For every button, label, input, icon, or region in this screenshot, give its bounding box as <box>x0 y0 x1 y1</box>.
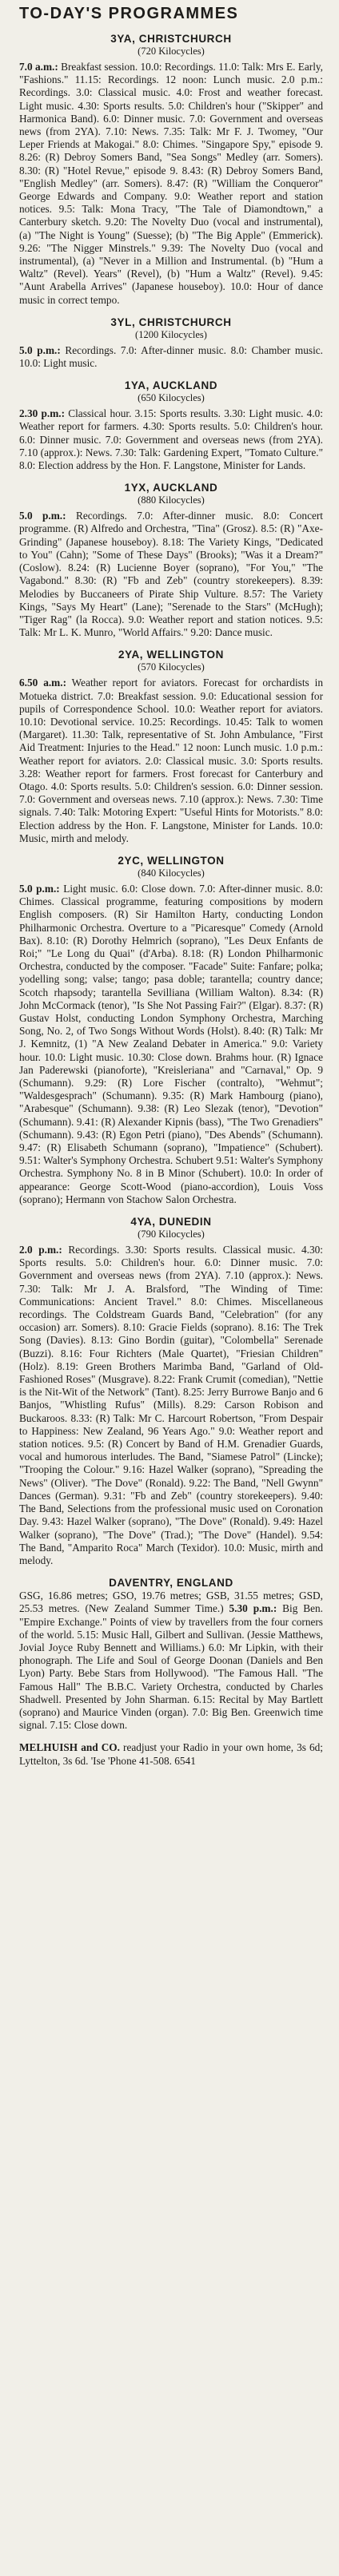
station-frequency: (720 Kilocycles) <box>138 46 205 57</box>
station-name: DAVENTRY, ENGLAND <box>109 1577 233 1590</box>
page-title: TO-DAY'S PROGRAMMES <box>19 5 239 22</box>
start-time: 2.30 p.m.: <box>19 407 66 420</box>
station-name: 3YA, CHRISTCHURCH <box>110 33 232 45</box>
station-name: 2YC, WELLINGTON <box>118 854 225 867</box>
advertisement-text: readjust your Radio in your own home, 3s 6d; Lyttelton, 3s 6d. 'Ise 'Phone 41-508. 6541 <box>19 1741 323 1767</box>
station-frequency: (880 Kilocycles) <box>138 494 205 506</box>
station-name: 2YA, WELLINGTON <box>118 649 225 661</box>
station-frequency: (840 Kilocycles) <box>138 867 205 879</box>
station-frequency: (1200 Kilocycles) <box>135 328 207 340</box>
station-frequency: (790 Kilocycles) <box>138 1228 205 1240</box>
station-frequency: (570 Kilocycles) <box>138 661 205 673</box>
start-time: 2.0 p.m.: <box>19 1244 62 1256</box>
start-time: 5.0 p.m.: <box>19 510 66 522</box>
station-name: 4YA, DUNEDIN <box>130 1216 212 1228</box>
programme-text: Big Ben. "Empire Exchange." Points of view by travellers from the four corners of the world. 5.15: Music Hall, Gilbert and Sullivan. (Jessie Matthews, Jovial Joyce Ruby Bennett and Williams.) 6.0: Mr Lipkin, with their phonograph. The Life and Soul of George Doonan (Daniels and Ben Lyon) Party. Bebe Stars from Hollywood). "The Famous Hall. "The Famous Hall" The B.B.C. Variety Orchestra, conducted by Charles Shadwell. Presented by John Sharman. 6.15: Recital by May Bartlett (soprano) and Maurice Vinden (organ). 7.0: Big Ben. Greenwich time signal. 7.15: Close down. <box>19 1602 323 1732</box>
station-section <box>19 649 323 845</box>
start-time: 5.0 p.m.: <box>19 882 60 895</box>
programme-listing <box>19 1244 323 1567</box>
station-name: 3YL, CHRISTCHURCH <box>110 316 232 328</box>
programme-listing <box>19 61 323 307</box>
station-section <box>19 1577 323 1732</box>
programme-text: Recordings. 7.0: After-dinner music. 8.0: Concert programme. (R) Alfredo and Orchestra, "Tina" (Grosz). 8.5: (R) "Axe-Grinding" (Japanese houseboy). 8.18: The Variety Kings, "Dedicated to You" (Cahn); "Some of These Days" (Brooks); "Was it a Dream?" (Coslow). 8.24: (R) Lucienne Boyer (soprano), "For You," "The Vagabond." 8.30: (R) "Fb and Zeb" (country storekeepers). 8.39: Melodies by Buccaneers of Pirate Ship Vulture. 8.57: The Variety Kings, "Says My Heart" (Lane); "Serenade to the Stars" (McHugh); "Tiger Rag" (la Rocca). 9.0: Weather report and station notices. 9.5: Talk: Mr L. K. Munro, "World Affairs." 9.20: Dance music. <box>19 510 324 639</box>
station-section <box>19 379 323 472</box>
start-time: 6.50 a.m.: <box>19 677 66 689</box>
programme-listing <box>19 407 323 472</box>
programme-text: Recordings. 3.30: Sports results. Classical music. 4.30: Sports results. 5.0: Children's hour. 6.0: Dinner music. 7.0: Government and overseas news (from 2YA). 7.10 (approx.): News. 7.30: Talk: Mr J. A. Bralsford, "The Winding of Time: Communications: Ancient Travel." 8.0: Chimes. Miscellaneous recordings. The Coldstream Guards Band, "Celebration" (for any occasion) arr. Somers). 8.10: Gracie Fields (soprano). 8.16: The Trek Song (Davies). 8.13: Gino Bordin (guitar), "Colombella" Serenade (Buzzi). 8.16: Four Richters (Male Quartet), "Friesian Children" (Holz). 8.19: Green Brothers Marimba Band, "Garland of Old-Fashioned Roses" (Musgrave). 8.22: Frank Crumit (comedian), "Nettie is the Nit-Wit of the Network" (Tant). 8.25: Jerry Burrowe Banjo and 6 Banjos, "Whistling Rufus" (Mills). 8.29: Carson Robison and Buckaroos. 8.33: (R) Talk: Mr C. Harcourt Robertson, "From Despair to Happiness: New Zealand, 96 Years Ago." 9.0: Weather report and station notices. 9.5: (R) Concert by Band of H.M. Grenadier Guards, vocal and humorous interludes. The Band, "Siamese Patrol" (Lincke); "Trooping the Colour." 9.16: Hazel Walker (soprano), "Spreading the News" (Oliver). "The Dove" (Ronald). 9.22: The Band, "Nell Gwynn" Dances (German). 9.31: "Fb and Zeb" (country storekeepers). 9.40: The Band, Selections from the professional music used on Coronation Day. 9.43: Hazel Walker (soprano), "The Dove" (Ronald). 9.49: Hazel Walker (soprano), "The Dove" (Trad.); "The Dove" (Handel). 9.54: The Band, "Amparito Roca" March (Texidor). 10.0: Music, mirth and melody. <box>19 1244 323 1566</box>
programme-listing <box>19 510 323 639</box>
station-name: 1YX, AUCKLAND <box>124 482 218 494</box>
advertisement <box>19 1741 323 1767</box>
programme-listing <box>19 677 323 845</box>
programme-text: Recordings. 7.0: After-dinner music. 8.0: Chamber music. 10.0: Light music. <box>19 343 323 370</box>
start-time: 5.0 p.m.: <box>19 343 61 356</box>
start-time: 5.30 p.m.: <box>229 1602 277 1615</box>
station-frequency: (650 Kilocycles) <box>138 392 205 404</box>
programme-text: Classical hour. 3.15: Sports results. 3.30: Light music. 4.0: Weather report for farmers. 4.30: Sports results. 5.0: Children's hour. 6.0: Dinner music. 7.0: Government and overseas news (from 2YA). 7.10 (approx.): News. 7.30: Talk: Gardening Expert, "Tomato Culture." 8.0: Election address by the Hon. F. Langstone, Minister for Lands. <box>19 407 323 472</box>
programme-text: Light music. 6.0: Close down. 7.0: After-dinner music. 8.0: Chimes. Classical programme, featuring compositions by modern English composers. (R) Sir Hamilton Harty, conducting London Philharmonic Orchestra. Overture to a "Picaresque" Comedy (Arnold Bax). 8.10: (R) Dorothy Helmrich (soprano), "Les Deux Enfants de Roi;" "Le Long du Quai" (d'Arba). 8.18: (R) London Philharmonic Orchestra, conducted by the composer. "Facade" Suite: Fanfare; polka; yodelling song; valse; tango; pasa doble; tarantella; country dance; Scotch rhapsody; tarantella Sevilliana (William Walton). 8.34: (R) John McCormack (tenor), "Is She Not Passing Fair?" (Elgar). 8.37: (R) Gustav Holst, conducting London Symphony Orchestra, Marching Song, No. 2, of Two Songs Without Words (Holst). 8.40: (R) Talk: Mr J. Kemnitz, (1) "A New Zealand Debater in America." 9.0: Variety hour. 10.0: Light music. 10.30: Close down. Brahms hour. (R) Ignace Jan Paderewski (pianoforte), "Kreisleriana" and "Carnaval," Op. 9 (Schumann). 9.29: (R) Lore Fischer (contralto), "Wehmut"; "Waldesgesprach" (Schumann). 9.35: (R) Mark Hambourg (piano), "Arabesque" (Schumann). 9.38: (R) Leo Slezak (tenor), "Devotion" (Schumann). 9.41: (R) Alexander Kipnis (bass), "The Two Grenadiers" (Schumann). 9.43: (R) Egon Petri (piano), "Des Abends" (Schumann). 9.47: (R) Elisabeth Schumann (soprano), "Impatience" (Schubert). 9.51: Walter's Symphony Orchestra. Schubert 9.51: Walter's Symphony Orchestra. Symphony No. 8 in B Minor (Schubert). 10.0: In order of appearance: George Scott-Wood (piano-accordion), Louis Voss (soprano); Hermann von Stachow Salon Orchestra. <box>19 882 323 1205</box>
programme-text: GSG, 16.86 metres; GSO, 19.76 metres; GSB, 31.55 metres; GSD, 25.53 metres. (New Zealand Summer Time.) <box>19 1590 323 1615</box>
programme-listing <box>19 344 323 370</box>
station-section <box>19 855 323 1206</box>
station-name: 1YA, AUCKLAND <box>124 379 218 392</box>
station-list <box>19 33 323 1732</box>
station-section <box>19 33 323 307</box>
station-section <box>19 482 323 639</box>
station-section <box>19 316 323 370</box>
advertiser-name: MELHUISH and CO. <box>19 1741 120 1754</box>
start-time: 7.0 a.m.: <box>19 61 58 73</box>
station-section <box>19 1216 323 1567</box>
programme-listing <box>19 1590 323 1732</box>
programme-text: Breakfast session. 10.0: Recordings. 11.0: Talk: Mrs E. Early, "Fashions." 11.15: Recordings. 12 noon: Lunch music. 2.0 p.m.: Recordings. 3.0: Classical music. 4.0: Frost and weather forecast. Light music. 4.30: Sports results. 5.0: Children's hour ("Skipper" and Harmonica Band). 6.0: Dinner music. 7.0: Government and overseas news (from 2YA). 7.10: News. 7.35: Talk: Mr F. J. Twomey, "Our Leper Friends at Makogai." 8.0: Chimes. "Singapore Spy," episode 9. 8.26: (R) Debroy Somers Band, "Sea Songs" Medley (arr. Somers). 8.30: (R) "Hotel Revue," episode 9. 8.43: (R) Debroy Somers Band, "English Medley" (arr. Somers). 8.47: (R) "William the Conqueror" George Edwards and Company. 9.0: Weather report and station notices. 9.5: Talk: Mona Tracy, "The Tale of Diamondtown," a Canterbury sketch. 9.20: The Novelty Duo (vocal and instrumental), (a) "The Night is Young" (Suesse); (b) "The Big Apple" (Emmerick). 9.26: "The Nigger Minstrels." 9.39: The Novelty Duo (vocal and instrumental), (a) "Never in a Million and Instrumental. (b) "Hum a Waltz" (Revel). Years" (Revel), (b) "Hum a Waltz" (Revel). 9.45: "Aunt Arabella Arrives" (Japanese houseboy). 10.0: Hour of dance music in correct tempo. <box>19 61 323 306</box>
programme-text: Weather report for aviators. Forecast for orchardists in Motueka district. 7.0: Breakfast session. 9.0: Educational session for pupils of Correspondence School. 10.0: Weather report for aviators. 10.10: Devotional service. 10.25: Recordings. 10.45: Talk to women (Margaret). 11.30: Talk, representative of St. John Ambulance, "First Aid Treatment: Injuries to the Head." 12 noon: Lunch music. 1.0 p.m.: Weather report for aviators. 2.0: Classical music. 3.0: Sports results. 3.28: Weather report for farmers. Frost forecast for Canterbury and Otago. 4.0: Sports results. 5.0: Children's session. 6.0: Dinner session. 7.0: Government and overseas news. 7.10 (approx.): News. 7.30: Time signals. 7.40: Talk: Motoring Expert: "Useful Hints for Motorists." 8.0: Election address by the Hon. F. Langstone, Minister for Lands. 10.0: Music, mirth and melody. <box>19 677 323 844</box>
programme-listing <box>19 883 323 1206</box>
